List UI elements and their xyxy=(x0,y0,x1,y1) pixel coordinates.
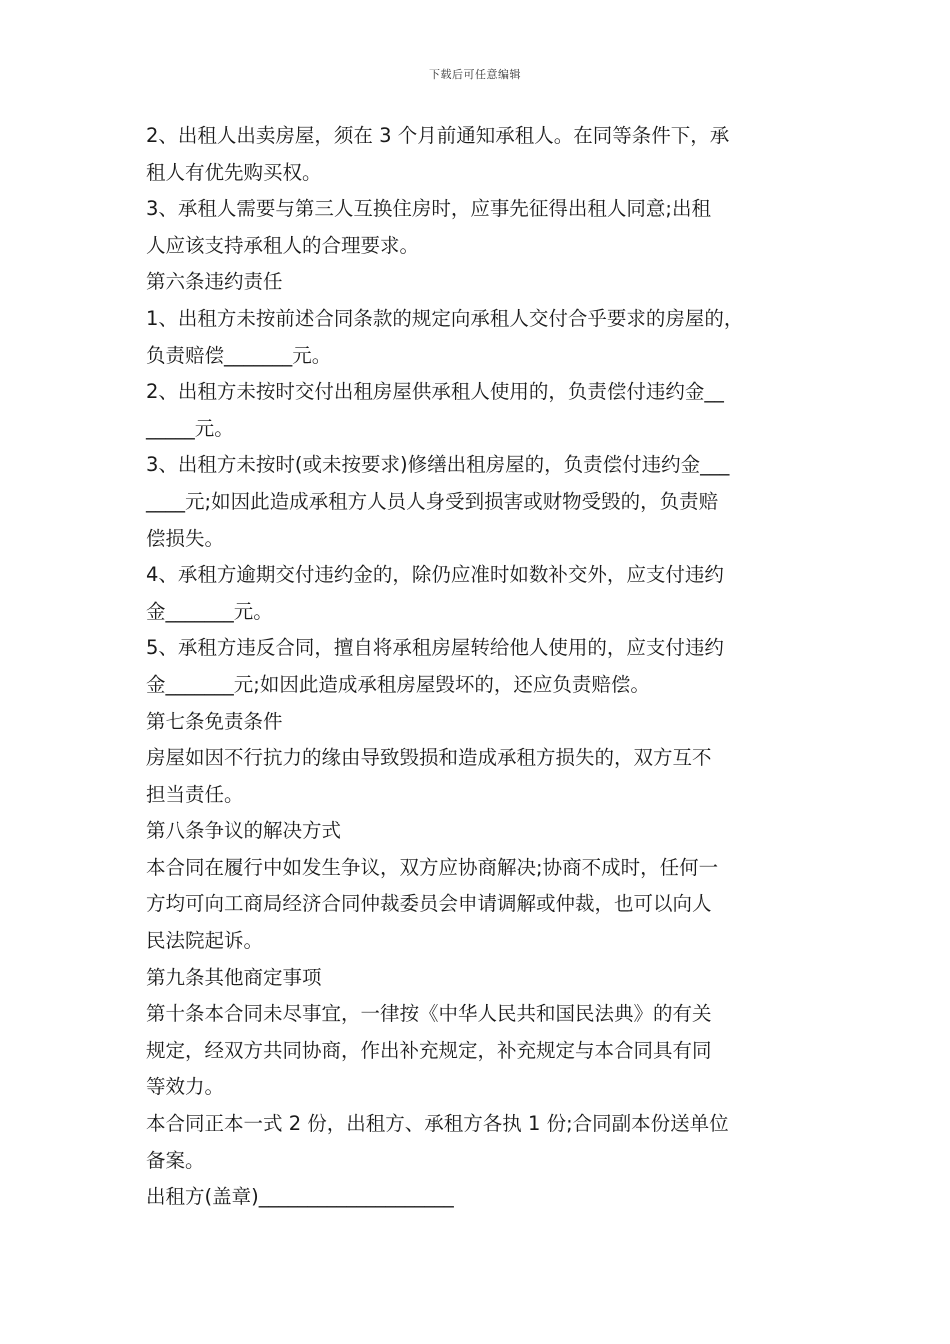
text-line: 租人有优先购买权。 xyxy=(146,160,322,184)
text-line: 2、出租方未按时交付出租房屋供承租人使用的，负责偿付违约金__ xyxy=(146,380,724,404)
text-line: 本合同正本一式 2 份，出租方、承租方各执 1 份;合同副本份送单位 xyxy=(146,1112,729,1136)
text-line: 5、承租方违反合同，擅自将承租房屋转给他人使用的，应支付违约 xyxy=(146,636,724,660)
text-line: 房屋如因不行抗力的缘由导致毁损和造成承租方损失的，双方互不 xyxy=(146,746,712,770)
text-line: 金_______元。 xyxy=(146,599,273,623)
text-line: _____元。 xyxy=(146,416,234,440)
text-line: 备案。 xyxy=(146,1148,205,1172)
text-line: 人应该支持承租人的合理要求。 xyxy=(146,233,420,257)
section-heading: 第九条其他商定事项 xyxy=(146,965,322,989)
document-body xyxy=(146,118,810,1216)
text-line: ____元;如因此造成承租方人员人身受到损害或财物受毁的，负责赔 xyxy=(146,489,719,513)
text-line: 第十条本合同未尽事宜，一律按《中华人民共和国民法典》的有关 xyxy=(146,1002,712,1026)
section-heading: 第七条免责条件 xyxy=(146,709,283,733)
text-line: 3、承租人需要与第三人互换住房时，应事先征得出租人同意;出租 xyxy=(146,197,711,221)
text-line: 等效力。 xyxy=(146,1075,225,1099)
page-header: 下载后可任意编辑 xyxy=(429,68,521,81)
text-line: 4、承租方逾期交付违约金的，除仍应准时如数补交外，应支付违约 xyxy=(146,563,724,587)
text-line: 民法院起诉。 xyxy=(146,929,264,953)
text-line: 负责赔偿_______元。 xyxy=(146,343,332,367)
text-line: 3、出租方未按时(或未按要求)修缮出租房屋的，负责偿付违约金___ xyxy=(146,453,730,477)
section-heading: 第八条争议的解决方式 xyxy=(146,819,342,843)
text-line: 担当责任。 xyxy=(146,782,244,806)
text-line: 金_______元;如因此造成承租房屋毁坏的，还应负责赔偿。 xyxy=(146,672,650,696)
text-line: 1、出租方未按前述合同条款的规定向承租人交付合乎要求的房屋的， xyxy=(146,306,744,330)
text-line: 本合同在履行中如发生争议，双方应协商解决;协商不成时，任何一 xyxy=(146,855,719,879)
signature-line: 出租方(盖章)____________________ xyxy=(146,1185,454,1209)
text-line: 偿损失。 xyxy=(146,526,225,550)
text-line: 规定，经双方共同协商，作出补充规定，补充规定与本合同具有同 xyxy=(146,1038,712,1062)
section-heading: 第六条违约责任 xyxy=(146,270,283,294)
text-line: 2、出租人出卖房屋，须在 3 个月前通知承租人。在同等条件下，承 xyxy=(146,124,730,147)
text-line: 方均可向工商局经济合同仲裁委员会申请调解或仲裁，也可以向人 xyxy=(146,892,712,916)
